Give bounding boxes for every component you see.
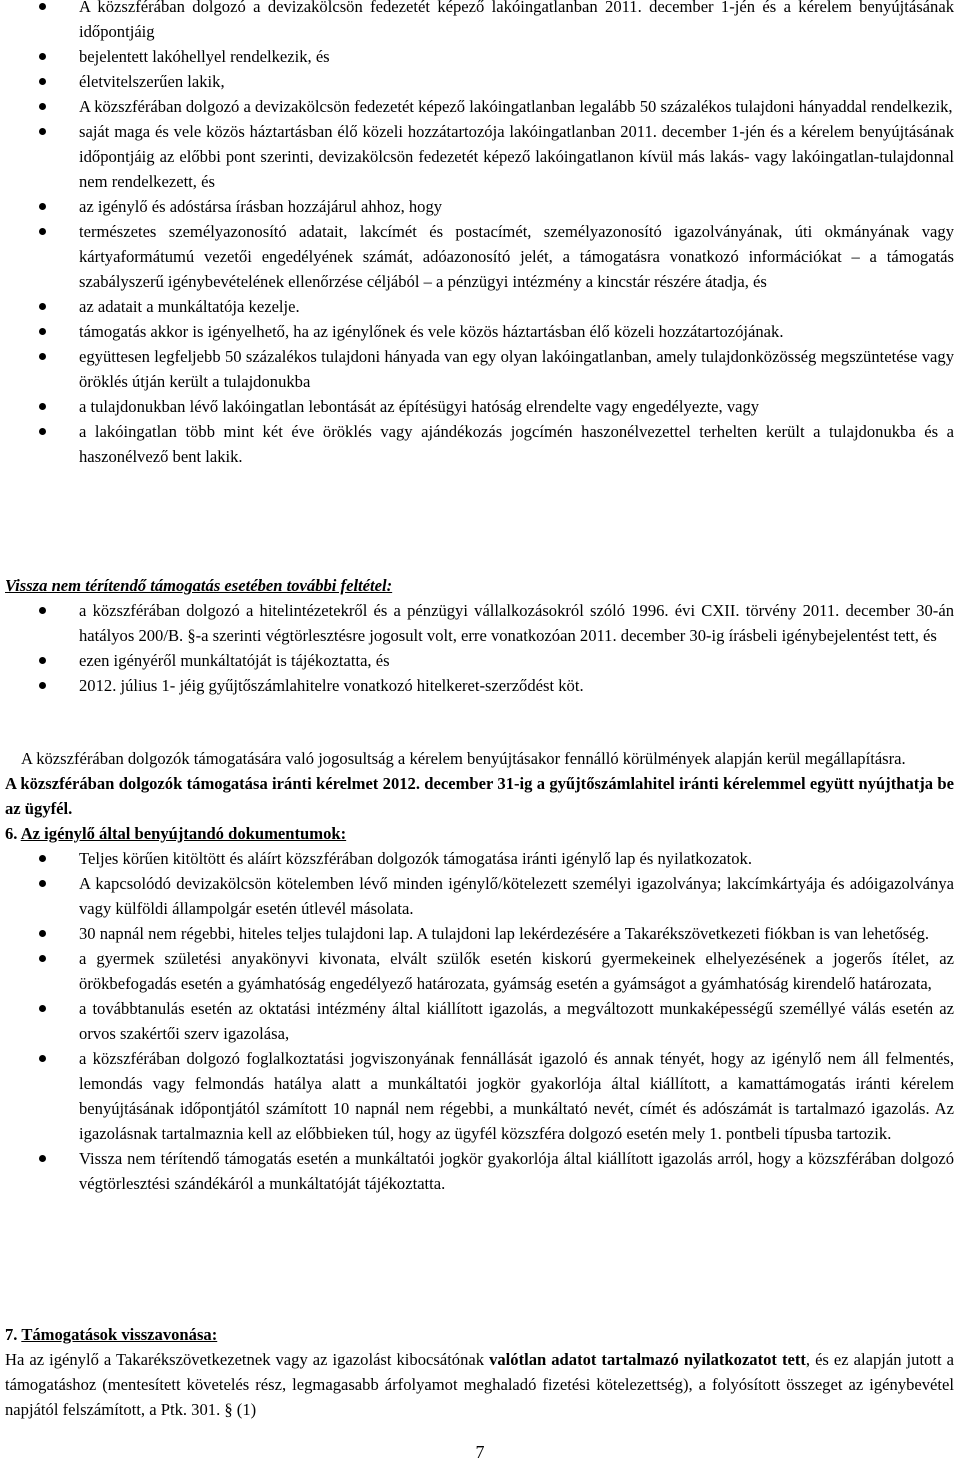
list-item: a közszférában dolgozó foglalkoztatási jogviszonyának fennállását igazoló és annak tényét, hogy az igénylő nem áll felmentés, lemondás vagy felmondás hatálya alatt a munkáltatói jogkör gyakorlója által kiállított, a kamattámogatás iránti kérelem benyújtásának időpontjától számított 10 napnál nem régebbi, a munkáltató nevét, címét és adószámát is tartalmazó igazolás. Az igazolásnak tartalmaznia kell az előbbieken túl, hogy az ügyfél közszféra dolgozó esetén mely 1. pontbeli típusba tartozik. bbox=[0, 1046, 960, 1146]
list-item: az igénylő és adóstársa írásban hozzájárul ahhoz, hogy bbox=[0, 194, 960, 219]
section-number: 6. bbox=[5, 824, 18, 843]
section-heading bbox=[0, 1322, 960, 1347]
list-item: A kapcsolódó devizakölcsön kötelemben lévő minden igénylő/kötelezett személyi igazolványa; lakcímkártyája és adóigazolványa vagy külföldi állampolgár esetén útlevél másolata. bbox=[0, 871, 960, 921]
section-extra-condition bbox=[0, 573, 960, 698]
section-revocation bbox=[0, 1322, 960, 1422]
paragraph-bold: A közszférában dolgozók támogatása iránti kérelmet 2012. december 31-ig a gyűjtőszámlahitel iránti kérelemmel együtt nyújthatja be az ügyfél. bbox=[5, 774, 954, 818]
text-run: Ha az igénylő a Takarékszövetkezetnek vagy az igazolást kibocsátónak bbox=[5, 1350, 490, 1369]
list-item: természetes személyazonosító adatait, lakcímét és postacímét, személyazonosító igazolványának, úti okmányának vagy kártyaformátumú vezetői engedélyének számát, adóazonosító jelét, a támogatásra vonatkozó információkat – a támogatás szabályszerű igénybevételének ellenőrzése céljából – a pénzügyi intézmény a kincstár részére átadja, és bbox=[0, 219, 960, 294]
list-item: A közszférában dolgozó a devizakölcsön fedezetét képező lakóingatlanban 2011. december 1-jén és a kérelem benyújtásának időpontjáig bbox=[0, 0, 960, 44]
text-run-bold: valótlan adatot tartalmazó nyilatkozatot tett bbox=[489, 1350, 806, 1369]
list-item: 2012. július 1- jéig gyűjtőszámlahitelre vonatkozó hitelkeret-szerződést köt. bbox=[0, 673, 960, 698]
section-heading: Vissza nem térítendő támogatás esetében további feltétel: bbox=[5, 576, 393, 595]
text-run: , és ez alapján jutott a támogatáshoz (mentesített követelés rész, legmagasabb árfolyamot meghaladó fizetési kötelezettség), a folyósított összeget az igénybevétel napjától felszámított, a Ptk. 301. § (1) bbox=[5, 1350, 954, 1419]
list-item: az adatait a munkáltatója kezelje. bbox=[0, 294, 960, 319]
list-item: Vissza nem térítendő támogatás esetén a munkáltatói jogkör gyakorlója által kiállított igazolás arról, hogy a közszférában dolgozó végtörlesztési szándékáról a munkáltatóját tájékoztatta. bbox=[0, 1146, 960, 1196]
list-item: a lakóingatlan több mint két éve öröklés vagy ajándékozás jogcímén haszonélvezettel terhelten került a tulajdonukba és a haszonélvező bent lakik. bbox=[0, 419, 960, 469]
section-title: Az igénylő által benyújtandó dokumentumok: bbox=[20, 824, 347, 843]
paragraph: A közszférában dolgozók támogatására való jogosultság a kérelem benyújtásakor fennálló körülmények alapján kerül megállapításra. bbox=[21, 749, 906, 768]
list-conditions bbox=[0, 0, 960, 469]
list-item: saját maga és vele közös háztartásban élő közeli hozzátartozója lakóingatlanban 2011. december 1-jén és a kérelem benyújtásának időpontjáig az előbbi pont szerinti, devizakölcsön fedezetét képező lakóingatlanon kívül más lakás- vagy lakóingatlan-tulajdonnal nem rendelkezett, és bbox=[0, 119, 960, 194]
eligibility-paragraphs bbox=[0, 746, 960, 1196]
list-item: A közszférában dolgozó a devizakölcsön fedezetét képező lakóingatlanban legalább 50 százalékos tulajdoni hányaddal rendelkezik, bbox=[0, 94, 960, 119]
list-item: a tulajdonukban lévő lakóingatlan lebontását az építésügyi hatóság elrendelte vagy engedélyezte, vagy bbox=[0, 394, 960, 419]
list-item: együttesen legfeljebb 50 százalékos tulajdoni hányada van egy olyan lakóingatlanban, amely tulajdonközösség megszüntetése vagy öröklés útján került a tulajdonukba bbox=[0, 344, 960, 394]
list-item: bejelentett lakóhellyel rendelkezik, és bbox=[0, 44, 960, 69]
section-title: Támogatások visszavonása: bbox=[21, 1325, 218, 1344]
list-item: a továbbtanulás esetén az oktatási intézmény által kiállított igazolás, a megváltozott munkaképességű személlyé válás esetén az orvos szakértői szerv igazolása, bbox=[0, 996, 960, 1046]
list-item: a közszférában dolgozó a hitelintézetekről és a pénzügyi vállalkozásokról szóló 1996. évi CXII. törvény 2011. december 30-án hatályos 200/B. §-a szerinti végtörlesztésre jogosult volt, erre vonatkozóan 2011. december 30-ig írásbeli igénybejelentést tett, és bbox=[0, 598, 960, 648]
list-item: támogatás akkor is igényelhető, ha az igénylőnek és vele közös háztartásban élő közeli hozzátartozójának. bbox=[0, 319, 960, 344]
page-number: 7 bbox=[475, 1442, 485, 1462]
list-item: ezen igényéről munkáltatóját is tájékoztatta, és bbox=[0, 648, 960, 673]
section-number: 7. bbox=[5, 1325, 18, 1344]
list-item: 30 napnál nem régebbi, hiteles teljes tulajdoni lap. A tulajdoni lap lekérdezésére a Takarékszövetkezeti fiókban is van lehetőség. bbox=[0, 921, 960, 946]
section-heading bbox=[0, 821, 960, 846]
list-item: életvitelszerűen lakik, bbox=[0, 69, 960, 94]
paragraph bbox=[0, 1347, 960, 1422]
list-item: Teljes körűen kitöltött és aláírt közszférában dolgozók támogatása iránti igénylő lap és nyilatkozatok. bbox=[0, 846, 960, 871]
list-item: a gyermek születési anyakönyvi kivonata, elvált szülők esetén kiskorú gyermekeinek elhelyezésének a jogerős ítélet, az örökbefogadás esetén a gyámhatóság engedélyező határozata, gyámság esetén a gyámságot a gyámhatóság kirendelő határozata, bbox=[0, 946, 960, 996]
